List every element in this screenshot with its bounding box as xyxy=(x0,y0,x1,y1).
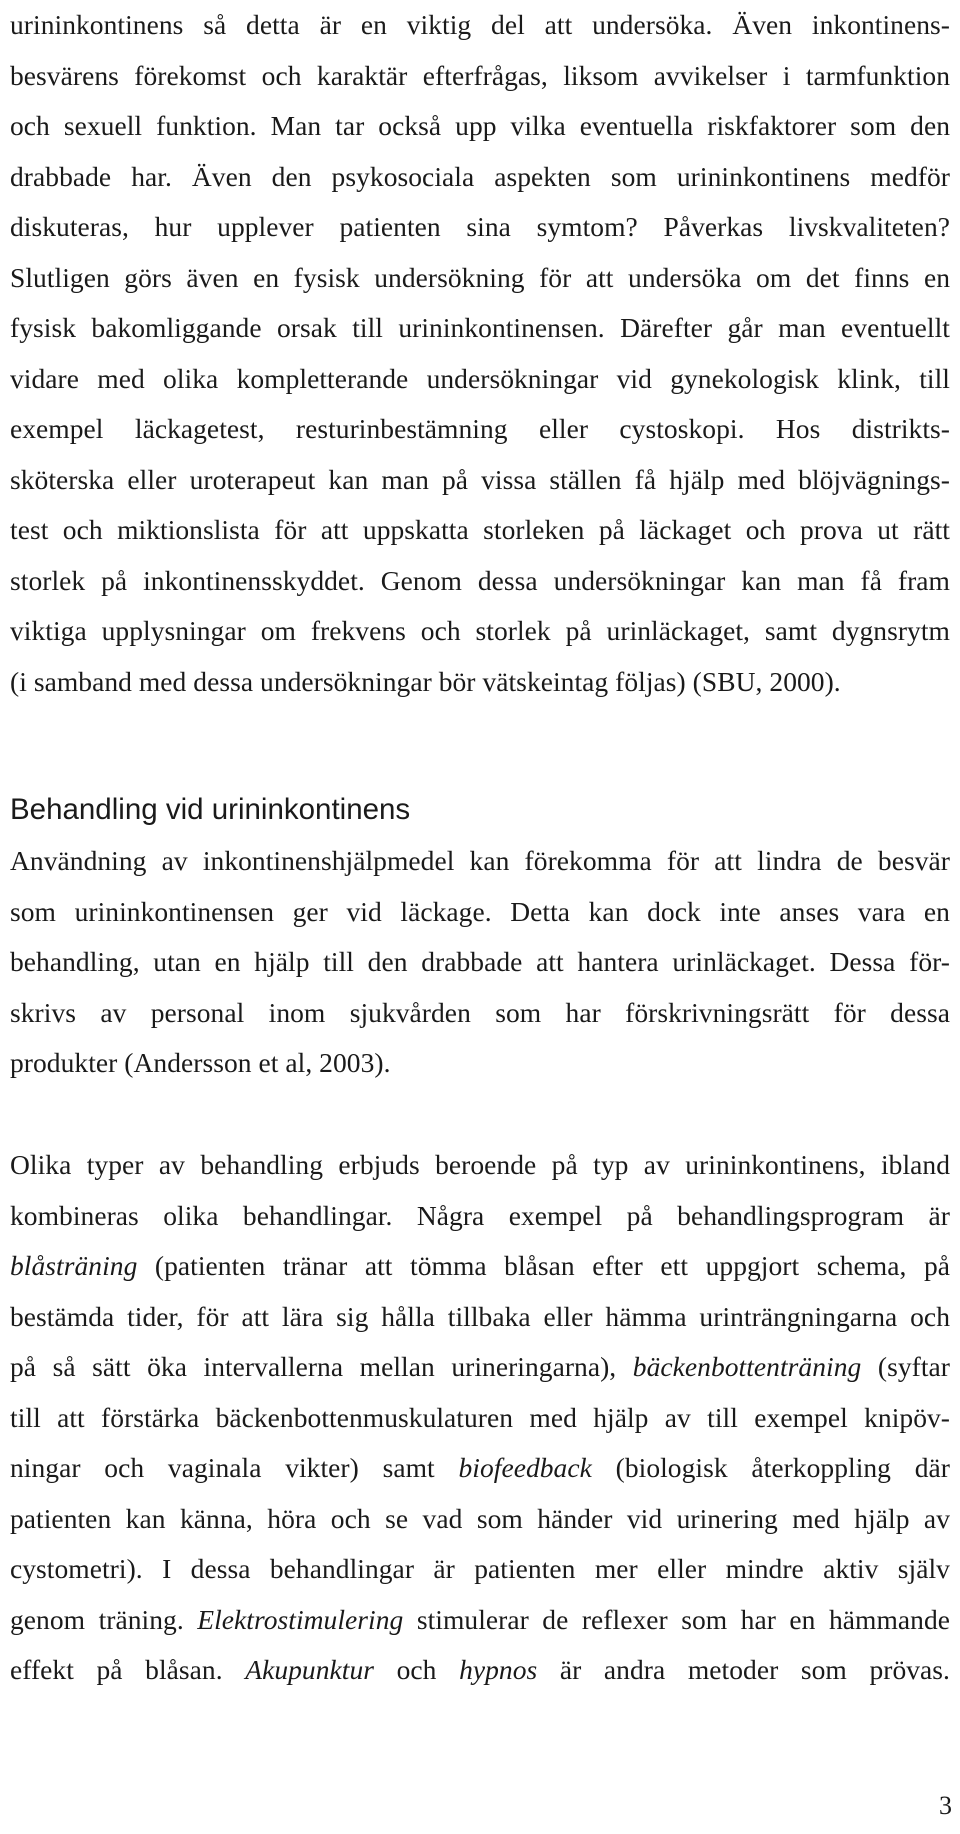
text-segment: stimulerar de reflexer som har en hämmande xyxy=(403,1603,950,1635)
text-line xyxy=(10,1595,950,1646)
paragraph-aids xyxy=(10,836,950,1089)
text-segment: på så sätt öka intervallerna mellan urineringarna), xyxy=(10,1351,633,1382)
text-line: cystometri). I dessa behandlingar är patienten mer eller mindre aktiv själv xyxy=(10,1553,950,1584)
text-line: urininkontinens så detta är en viktig del att undersöka. Även inkontinens- xyxy=(10,9,950,40)
term-biofeedback: biofeedback xyxy=(458,1452,592,1483)
text-segment: genom träning. xyxy=(10,1603,198,1635)
text-line xyxy=(10,1241,950,1292)
text-segment: ningar och vaginala vikter) samt xyxy=(10,1452,459,1483)
paragraph-treatments xyxy=(10,1140,950,1696)
text-line: patienten kan känna, höra och se vad som händer vid urinering med hjälp av xyxy=(10,1502,950,1534)
term-acupuncture: Akupunktur xyxy=(245,1654,375,1685)
text-segment: (biologisk återkoppling där xyxy=(591,1452,950,1483)
text-line: kombineras olika behandlingar. Några exempel på behandlingsprogram är xyxy=(10,1199,950,1231)
text-line: Olika typer av behandling erbjuds beroende på typ av urininkontinens, ibland xyxy=(10,1149,950,1180)
text-segment: (patienten tränar att tömma blåsan efter ett uppgjort schema, på xyxy=(137,1250,950,1281)
text-line: sköterska eller uroterapeut kan man på vissa ställen få hjälp med blöjvägnings- xyxy=(10,463,950,495)
text-line: besvärens förekomst och karaktär efterfrågas, liksom avvikelser i tarmfunktion xyxy=(10,59,950,91)
text-segment: effekt på blåsan. xyxy=(10,1654,246,1685)
text-line: (i samband med dessa undersökningar bör vätskeintag följas) (SBU, 2000). xyxy=(10,665,841,697)
text-line: test och miktionslista för att uppskatta storleken på läckaget och prova ut rätt xyxy=(10,514,950,545)
text-line: diskuteras, hur upplever patienten sina symtom? Påverkas livskvaliteten? xyxy=(10,211,950,242)
text-line: exempel läckagetest, resturinbestämning eller cystoskopi. Hos distrikts- xyxy=(10,413,950,444)
text-line: vidare med olika kompletterande undersökningar vid gynekologisk klink, till xyxy=(10,362,950,394)
text-segment: är andra metoder som prövas. xyxy=(537,1654,950,1685)
page-number: 3 xyxy=(939,1791,952,1820)
text-line: storlek på inkontinensskyddet. Genom dessa undersökningar kan man få fram xyxy=(10,564,950,596)
text-segment: och xyxy=(374,1654,460,1685)
section-heading: Behandling vid urininkontinens xyxy=(10,793,411,826)
text-line: viktiga upplysningar om frekvens och storlek på urinläckaget, samt dygnsrytm xyxy=(10,615,950,646)
text-line xyxy=(10,1645,950,1696)
text-line: Slutligen görs även en fysisk undersökning för att undersöka om det finns en xyxy=(10,261,950,293)
text-line: fysisk bakomliggande orsak till urininkontinensen. Därefter går man eventuellt xyxy=(10,312,950,343)
text-line: som urininkontinensen ger vid läckage. Detta kan dock inte anses vara en xyxy=(10,895,950,927)
term-hypnosis: hypnos xyxy=(459,1654,538,1685)
text-line: bestämda tider, för att lära sig hålla tillbaka eller hämma urinträngningarna och xyxy=(10,1300,950,1332)
term-electrostimulation: Elektrostimulering xyxy=(197,1603,404,1635)
text-line: behandling, utan en hjälp till den drabbade att hantera urinläckaget. Dessa för- xyxy=(10,946,950,977)
text-segment: (syftar xyxy=(861,1351,950,1382)
text-line: Användning av inkontinenshjälpmedel kan förekomma för att lindra de besvär xyxy=(10,845,950,876)
text-line: produkter (Andersson et al, 2003). xyxy=(10,1047,391,1078)
text-line: och sexuell funktion. Man tar också upp vilka eventuella riskfaktorer som den xyxy=(10,110,950,141)
term-pelvic-floor-training: bäckenbottenträning xyxy=(632,1351,862,1382)
text-line: till att förstärka bäckenbottenmuskulaturen med hjälp av till exempel knipöv- xyxy=(10,1401,950,1433)
text-line: skrivs av personal inom sjukvården som har förskrivningsrätt för dessa xyxy=(10,996,950,1028)
paragraph-examination xyxy=(10,0,950,707)
text-line xyxy=(10,1342,950,1393)
text-line: drabbade har. Även den psykosociala aspekten som urininkontinens medför xyxy=(10,160,950,192)
text-line xyxy=(10,1443,950,1494)
term-bladder-training: blåsträning xyxy=(10,1250,138,1281)
